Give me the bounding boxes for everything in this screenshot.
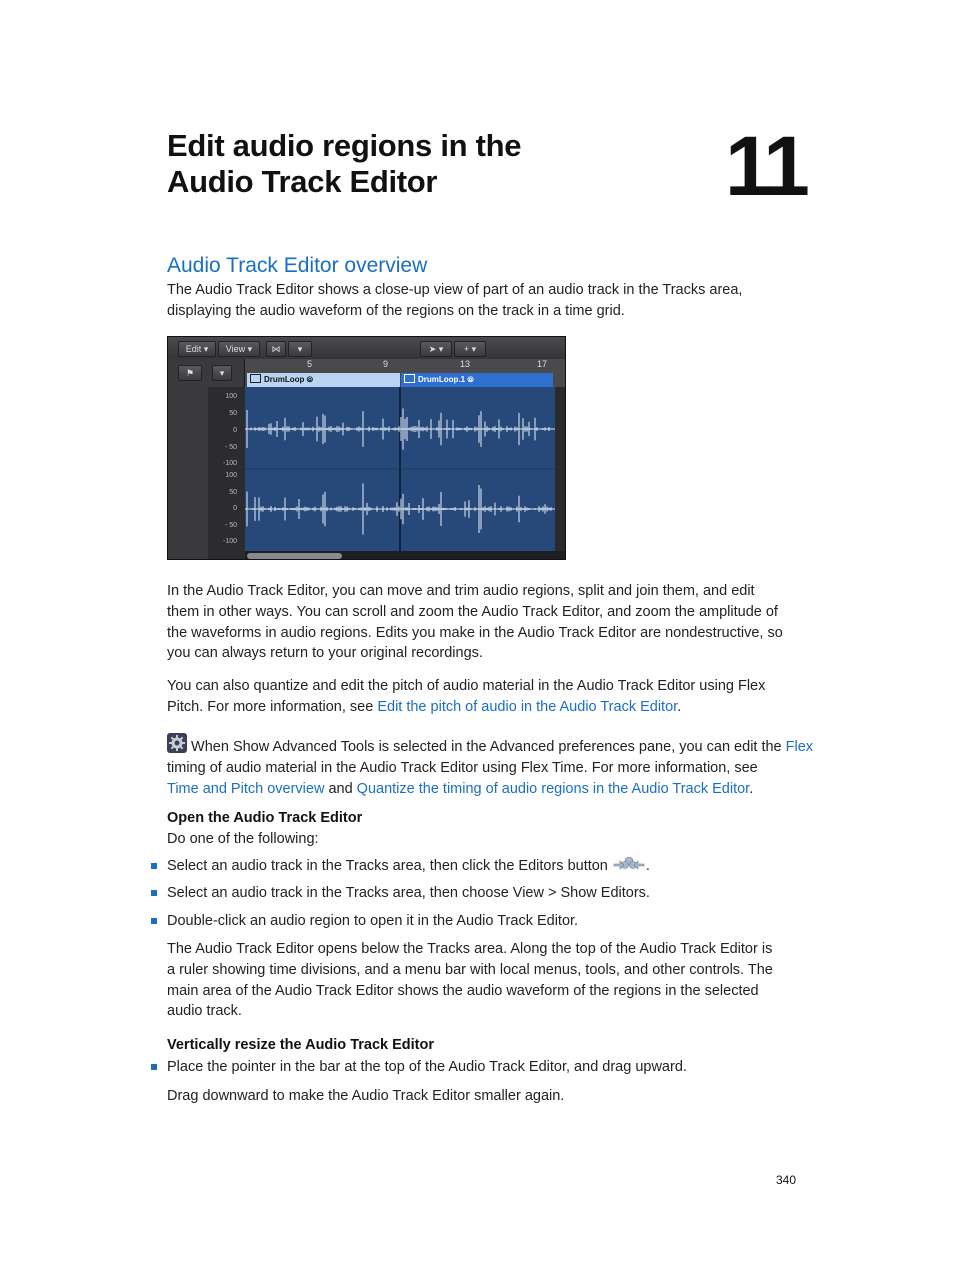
catch-icon[interactable]: ▾ <box>288 341 312 357</box>
waveform <box>245 387 555 551</box>
chapter-title-line2: Audio Track Editor <box>167 164 438 199</box>
link-flex-time-pitch-part1[interactable]: Flex <box>785 739 814 755</box>
bullet-text: Select an audio track in the Tracks area, then click the Editors button <box>167 858 608 874</box>
bullet-item: Select an audio track in the Tracks area, then choose View > Show Editors. <box>167 885 650 901</box>
editors-button-icon <box>612 855 646 873</box>
region-name: DrumLoop <box>264 375 305 384</box>
editor-menubar <box>168 337 566 360</box>
text-span: Pitch. For more information, see <box>167 698 378 715</box>
view-menu[interactable]: View ▾ <box>218 341 260 357</box>
open-editor-subtitle: Do one of the following: <box>167 831 319 847</box>
bullet-item: Place the pointer in the bar at the top of the Audio Track Editor, and drag upward. <box>167 1059 687 1075</box>
region-flag-icon[interactable]: ⚑ <box>178 365 202 381</box>
resize-note: Drag downward to make the Audio Track Editor smaller again. <box>167 1088 565 1104</box>
chapter-number: 11 <box>725 119 806 213</box>
bullet-marker <box>151 863 157 869</box>
flex-icon[interactable]: ⋈ <box>266 341 286 357</box>
horizontal-scrollbar[interactable] <box>245 551 566 560</box>
chapter-title <box>167 128 521 200</box>
text-line: the waveforms in audio regions. Edits you make in the Audio Track Editor are nondestructive, so <box>167 624 783 641</box>
scrollbar-thumb[interactable] <box>247 553 342 559</box>
region-name: DrumLoop.1 <box>418 375 466 384</box>
paragraph-advanced-tools <box>167 733 813 799</box>
section-intro-line2: displaying the audio waveform of the regions on the track in a time grid. <box>167 302 625 319</box>
text-line: In the Audio Track Editor, you can move and trim audio regions, split and join them, and edit <box>167 583 755 599</box>
paragraph-flex-pitch <box>167 676 765 718</box>
section-title: Audio Track Editor overview <box>167 254 428 277</box>
link-quantize-timing[interactable]: Quantize the timing of audio regions in the Audio Track Editor <box>356 780 750 797</box>
ruler-mark: 5 <box>307 359 313 369</box>
region-header-drumloop[interactable]: DrumLoop ⦾ <box>247 373 400 387</box>
chapter-title-line1: Edit audio regions in the <box>167 128 522 163</box>
play-icon <box>250 374 261 383</box>
page-number: 340 <box>776 1173 797 1187</box>
scale-label: 100 <box>225 472 237 479</box>
view-menu-label: View <box>225 344 246 354</box>
scale-label: -100 <box>222 460 237 467</box>
text-line <box>167 733 813 758</box>
section-intro-line1: The Audio Track Editor shows a close-up view of part of an audio track in the Tracks area, <box>167 282 743 298</box>
scale-label: 50 <box>229 410 237 417</box>
scale-label: -100 <box>222 538 237 545</box>
scale-label: - 50 <box>224 522 237 529</box>
text-span: . <box>677 698 682 715</box>
bullet-marker <box>151 918 157 924</box>
amplitude-scale <box>208 387 245 560</box>
bullet-item <box>167 855 650 877</box>
heading-open-editor: Open the Audio Track Editor <box>167 810 363 826</box>
text-line: you can always return to your original recordings. <box>167 645 483 662</box>
text-line: You can also quantize and edit the pitch of audio material in the Audio Track Editor using Flex <box>167 678 766 694</box>
bullet-marker <box>151 1064 157 1070</box>
text-line: audio track. <box>167 1003 242 1020</box>
advanced-tools-gear-icon <box>167 733 187 753</box>
heading-resize-editor: Vertically resize the Audio Track Editor <box>167 1037 435 1053</box>
bullet-item: Double-click an audio region to open it in the Audio Track Editor. <box>167 913 579 929</box>
waveform-area[interactable] <box>245 387 555 551</box>
scale-label: 100 <box>225 393 237 400</box>
crosshair-tool-icon[interactable]: + ▾ <box>454 341 486 357</box>
text-line <box>167 779 813 800</box>
dropdown-icon[interactable]: ▾ <box>212 365 232 381</box>
text-span: . <box>749 780 754 797</box>
bullet-marker <box>151 890 157 896</box>
ruler-mark: 13 <box>460 359 471 369</box>
text-line <box>167 758 813 779</box>
text-span: and <box>324 780 357 797</box>
ruler-mark: 9 <box>383 359 389 369</box>
text-line: main area of the Audio Track Editor shows the audio waveform of the regions in the selected <box>167 982 759 999</box>
scale-label: 50 <box>229 489 237 496</box>
text-line: a ruler showing time divisions, and a menu bar with local menus, tools, and other controls. The <box>167 961 773 978</box>
text-line: The Audio Track Editor opens below the Tracks area. Along the top of the Audio Track Editor is <box>167 941 773 957</box>
scale-label: - 50 <box>224 444 237 451</box>
paragraph-editing-overview <box>167 581 783 664</box>
text-line: them in other ways. You can scroll and zoom the Audio Track Editor, and zoom the amplitude of <box>167 603 778 620</box>
text-line <box>167 697 765 718</box>
text-span: When Show Advanced Tools is selected in the Advanced preferences pane, you can edit the <box>191 739 782 755</box>
link-flex-time-pitch-part2[interactable]: Time and Pitch overview <box>167 780 325 797</box>
edit-menu-label: Edit <box>185 344 202 354</box>
paragraph-editor-layout <box>167 939 773 1022</box>
link-edit-pitch[interactable]: Edit the pitch of audio in the Audio Track Editor <box>377 698 678 715</box>
audio-track-editor-figure <box>167 336 566 560</box>
ruler-mark: 17 <box>537 359 548 369</box>
play-icon <box>404 374 415 383</box>
edit-menu[interactable]: Edit ▾ <box>178 341 216 357</box>
text-span: timing of audio material in the Audio Track Editor using Flex Time. For more information, see <box>167 759 758 776</box>
scale-label: 0 <box>233 427 237 434</box>
section-intro <box>167 280 742 322</box>
text-span: . <box>645 858 650 874</box>
scale-label: 0 <box>233 505 237 512</box>
pointer-tool-icon[interactable]: ➤ ▾ <box>420 341 452 357</box>
region-header-drumloop-1[interactable]: DrumLoop.1 ⦾ <box>401 373 553 387</box>
